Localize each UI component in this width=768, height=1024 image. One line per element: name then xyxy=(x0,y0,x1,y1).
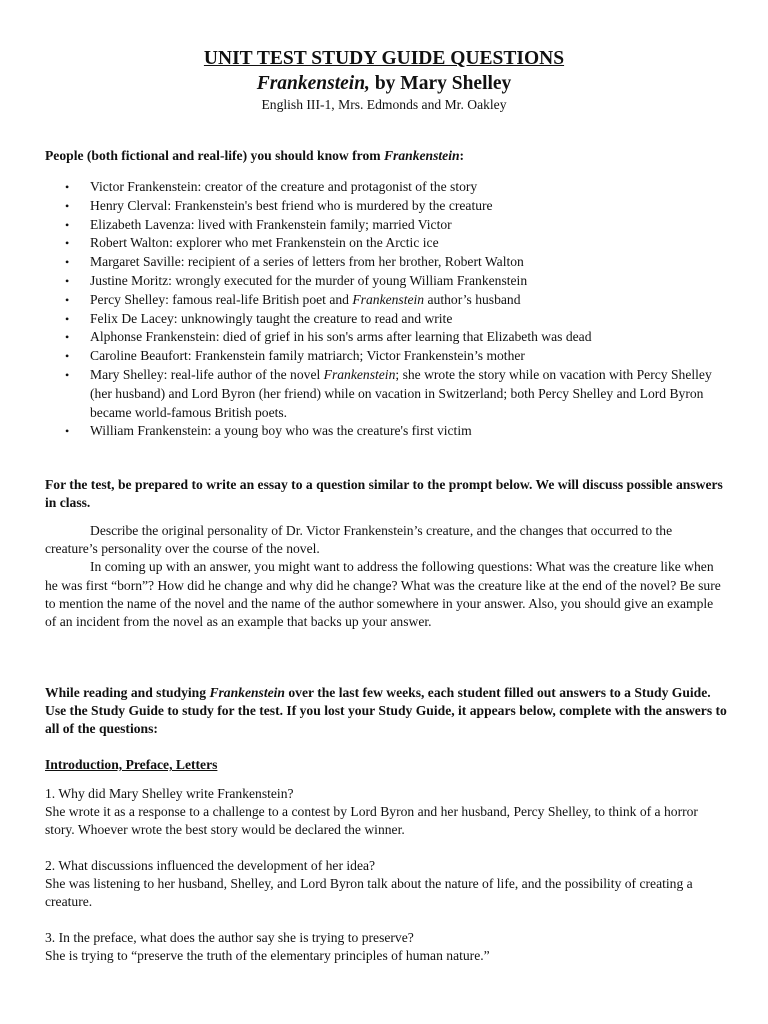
document-header xyxy=(0,46,768,114)
course-line: English III-1, Mrs. Edmonds and Mr. Oakley xyxy=(261,97,507,112)
book-title: Frankenstein, xyxy=(256,73,370,94)
bullet-icon: • xyxy=(65,198,70,213)
people-heading-italic: Frankenstein xyxy=(383,148,460,163)
list-item xyxy=(45,291,725,310)
intro-section-heading: Introduction, Preface, Letters xyxy=(45,757,218,772)
list-item-text-post: ; she wrote the story while on vacation with Percy Shelley (her husband) and Lord Byron (her friend) while on vacation in Switzerland; both Percy Shelley and Lord Byron became world-famous British poets. xyxy=(90,366,712,420)
list-item-text: Justine Moritz: wrongly executed for the murder of young William Frankenstein xyxy=(90,272,528,288)
bullet-icon: • xyxy=(65,424,70,439)
list-item-text: Elizabeth Lavenza: lived with Frankenstein family; married Victor xyxy=(90,216,452,232)
bullet-icon: • xyxy=(65,273,70,288)
answer-text: She was listening to her husband, Shelley, and Lord Byron talk about the nature of life, and the possibility of creating a creature. xyxy=(45,876,693,910)
bullet-icon: • xyxy=(65,292,70,307)
people-heading-colon: : xyxy=(459,148,465,163)
list-item xyxy=(45,234,725,253)
list-item xyxy=(45,253,725,272)
bullet-icon: • xyxy=(65,330,70,345)
list-item xyxy=(45,366,725,422)
list-item-text-pre: Mary Shelley: real-life author of the novel xyxy=(90,366,324,382)
list-item xyxy=(45,347,725,366)
essay-prompt xyxy=(45,522,725,631)
list-item xyxy=(45,178,725,197)
bullet-icon: • xyxy=(65,236,70,251)
list-item xyxy=(45,328,725,347)
list-item-text-post: author’s husband xyxy=(424,291,521,307)
study-guide-heading-italic: Frankenstein xyxy=(209,685,285,700)
list-item-text: William Frankenstein: a young boy who was the creature's first victim xyxy=(90,423,472,439)
bullet-icon: • xyxy=(65,349,70,364)
bullet-icon: • xyxy=(65,180,70,194)
list-item xyxy=(45,197,725,216)
list-item-text-italic: Frankenstein xyxy=(323,366,396,382)
question-block-3 xyxy=(45,929,725,965)
question-text: 2. What discussions influenced the development of her idea? xyxy=(45,858,376,873)
list-item xyxy=(45,272,725,291)
list-item-text: Victor Frankenstein: creator of the creature and protagonist of the story xyxy=(90,179,478,194)
list-item-text-pre: Percy Shelley: famous real-life British poet and xyxy=(90,291,353,307)
study-guide-heading-pre: While reading and studying xyxy=(45,685,210,700)
answer-text: She is trying to “preserve the truth of the elementary principles of human nature.” xyxy=(45,948,490,964)
list-item-text: Alphonse Frankenstein: died of grief in his son's arms after learning that Elizabeth was dead xyxy=(90,329,592,345)
bullet-icon: • xyxy=(65,217,70,232)
people-heading xyxy=(45,147,735,165)
list-item-text-italic: Frankenstein xyxy=(352,291,425,307)
study-guide-heading-post: over the last few weeks, each student filled out answers to a Study Guide. Use the Study Guide to study for the test. If you lost your Study Guide, it appears below, complete with the answers to all of the questions: xyxy=(45,685,727,736)
question-text: 1. Why did Mary Shelley write Frankenstein? xyxy=(45,786,294,801)
answer-text: She wrote it as a response to a challenge to a contest by Lord Byron and her husband, Percy Shelley, to think of a horror story. Whoever wrote the best story would be declared the winner. xyxy=(45,804,698,838)
list-item xyxy=(45,310,725,329)
page-title: UNIT TEST STUDY GUIDE QUESTIONS xyxy=(203,48,565,69)
book-subtitle xyxy=(0,72,768,96)
bullet-icon: • xyxy=(65,311,70,326)
essay-heading: For the test, be prepared to write an essay to a question similar to the prompt below. We will discuss possible answers in class. xyxy=(45,477,723,510)
essay-guidance-paragraph: In coming up with an answer, you might want to address the following questions: What was the creature like when he was first “born”? How did he change and why did he change? What was the creature like at the end of the novel? Be sure to mention the name of the novel and the name of the author somewhere in your answer. Also, you should give an example of an incident from the novel as an example that backs up your answer. xyxy=(45,559,721,630)
essay-prompt-paragraph: Describe the original personality of Dr. Victor Frankenstein’s creature, and the changes that occurred to the creature’s personality over the course of the novel. xyxy=(45,523,673,557)
list-item-text: Henry Clerval: Frankenstein's best friend who is murdered by the creature xyxy=(90,197,493,213)
people-heading-text: People (both fictional and real-life) you should know from xyxy=(45,148,384,163)
question-block-1 xyxy=(45,785,725,840)
list-item-text: Robert Walton: explorer who met Frankenstein on the Arctic ice xyxy=(90,235,439,251)
list-item xyxy=(45,422,725,441)
question-block-2 xyxy=(45,857,725,912)
list-item-text: Felix De Lacey: unknowingly taught the creature to read and write xyxy=(90,310,453,326)
list-item-text: Caroline Beaufort: Frankenstein family matriarch; Victor Frankenstein’s mother xyxy=(90,348,525,364)
people-list xyxy=(45,178,725,441)
list-item-text: Margaret Saville: recipient of a series of letters from her brother, Robert Walton xyxy=(90,254,524,270)
bullet-icon: • xyxy=(65,255,70,270)
book-author: by Mary Shelley xyxy=(369,73,512,94)
study-guide-heading xyxy=(45,684,735,738)
bullet-icon: • xyxy=(65,367,70,382)
list-item xyxy=(45,216,725,235)
question-text: 3. In the preface, what does the author say she is trying to preserve? xyxy=(45,930,414,945)
